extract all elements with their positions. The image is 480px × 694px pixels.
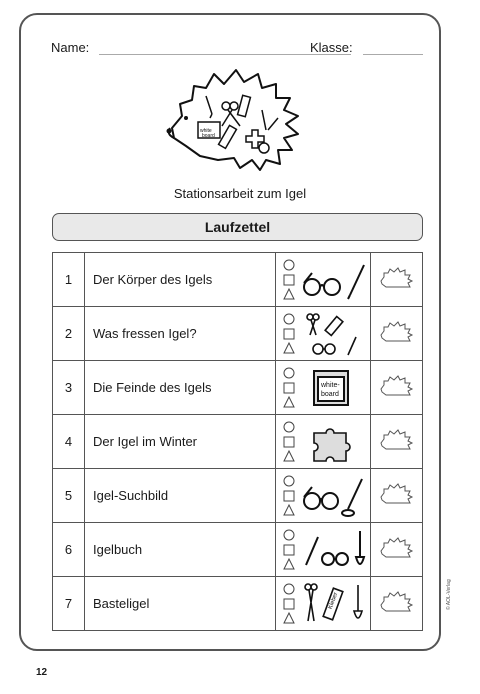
glasses-pencil-icon <box>300 257 372 303</box>
hedgehog-check-icon <box>378 267 414 289</box>
svg-text:board: board <box>202 133 215 139</box>
pencil-glasses-brush-icon <box>300 527 372 573</box>
whiteboard-icon <box>300 365 372 411</box>
row-number: 1 <box>53 253 85 307</box>
svg-text:white: white <box>200 128 212 134</box>
table-row <box>53 253 423 307</box>
scissors-glue-brush-icon <box>300 581 372 627</box>
materials-cell <box>275 523 370 577</box>
hedgehog-check-icon <box>378 537 414 559</box>
task-name: Was fressen Igel? <box>84 307 275 361</box>
table-row <box>53 523 423 577</box>
task-name: Die Feinde des Igels <box>84 361 275 415</box>
task-name: Der Igel im Winter <box>84 415 275 469</box>
header-row <box>51 40 431 58</box>
done-cell[interactable] <box>370 415 422 469</box>
shape-markers-icon[interactable] <box>282 528 296 572</box>
task-name: Igelbuch <box>84 523 275 577</box>
row-number: 2 <box>53 307 85 361</box>
class-field[interactable] <box>363 54 423 55</box>
task-name: Der Körper des Igels <box>84 253 275 307</box>
materials-cell <box>275 307 370 361</box>
row-number: 3 <box>53 361 85 415</box>
materials-cell <box>275 253 370 307</box>
materials-cell <box>275 577 370 631</box>
done-cell[interactable] <box>370 253 422 307</box>
done-cell[interactable] <box>370 523 422 577</box>
row-number: 5 <box>53 469 85 523</box>
row-number: 7 <box>53 577 85 631</box>
svg-text:white-: white- <box>320 382 340 389</box>
task-table <box>52 252 423 631</box>
table-row <box>53 361 423 415</box>
class-label: Klasse: <box>310 40 353 55</box>
svg-text:board: board <box>320 391 339 398</box>
glasses-pencil-icon <box>300 473 372 519</box>
task-name: Basteligel <box>84 577 275 631</box>
svg-text:Kleber: Kleber <box>327 591 339 611</box>
table-row <box>53 577 423 631</box>
hedgehog-check-icon <box>378 591 414 613</box>
done-cell[interactable] <box>370 469 422 523</box>
name-label: Name: <box>51 40 90 55</box>
scissors-glue-glasses-pencil-icon <box>300 311 372 357</box>
hedgehog-check-icon <box>378 483 414 505</box>
done-cell[interactable] <box>370 361 422 415</box>
shape-markers-icon[interactable] <box>282 366 296 410</box>
done-cell[interactable] <box>370 577 422 631</box>
puzzle-icon <box>300 419 372 465</box>
row-number: 4 <box>53 415 85 469</box>
copyright-notice: © AOL-Verlag <box>446 579 452 610</box>
shape-markers-icon[interactable] <box>282 258 296 302</box>
materials-cell <box>275 469 370 523</box>
shape-markers-icon[interactable] <box>282 420 296 464</box>
shape-markers-icon[interactable] <box>282 582 296 626</box>
laufzettel-banner: Laufzettel <box>52 213 423 241</box>
task-name: Igel-Suchbild <box>84 469 275 523</box>
hedgehog-illustration-icon <box>160 66 310 176</box>
table-row <box>53 469 423 523</box>
done-cell[interactable] <box>370 307 422 361</box>
table-row <box>53 415 423 469</box>
materials-cell <box>275 415 370 469</box>
hedgehog-check-icon <box>378 375 414 397</box>
materials-cell <box>275 361 370 415</box>
shape-markers-icon[interactable] <box>282 474 296 518</box>
page-number: 12 <box>36 667 48 678</box>
subtitle: Stationsarbeit zum Igel <box>173 186 307 201</box>
shape-markers-icon[interactable] <box>282 312 296 356</box>
hedgehog-check-icon <box>378 429 414 451</box>
table-row <box>53 307 423 361</box>
hedgehog-check-icon <box>378 321 414 343</box>
row-number: 6 <box>53 523 85 577</box>
